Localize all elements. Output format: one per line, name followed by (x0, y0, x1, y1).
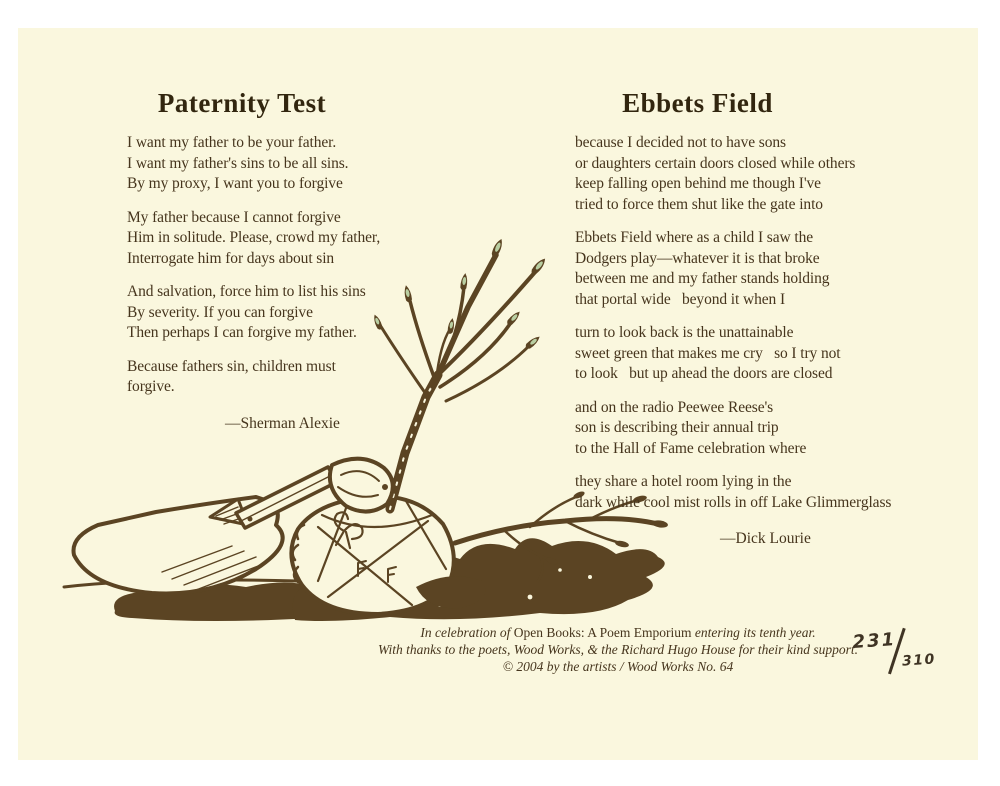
poem-title: Paternity Test (157, 88, 327, 118)
poem-line: that portal wide beyond it when I (575, 290, 786, 308)
sapling-buds (372, 237, 548, 350)
stanza (127, 357, 387, 398)
stanza (575, 323, 905, 385)
poem-line: I want my father to be your father. (127, 134, 337, 151)
poem-line: and on the radio Peewee Reese's (575, 398, 774, 416)
colophon-line-1: In celebration of Open Books: A Poem Emporium entering its tenth year. (420, 625, 816, 640)
poem-line: Him in solitude. Please, crowd my father, (127, 229, 381, 246)
poem-line: dark while cool mist rolls in off Lake Glimmerglass (575, 493, 892, 511)
poem-line: because I decided not to have sons (575, 134, 786, 151)
stanza (575, 133, 905, 215)
poem-line: Because fathers sin, children must forgive. (127, 357, 340, 395)
poem-line: son is describing their annual trip (575, 419, 779, 436)
colophon (318, 624, 918, 675)
edition-denominator: 310 (901, 651, 937, 670)
poem-line: Dodgers play—whatever it is that broke (575, 249, 820, 267)
stanza (575, 228, 905, 310)
poem-attribution: —Dick Lourie (720, 530, 811, 547)
poem-line: By my proxy, I want you to forgive (127, 175, 343, 192)
poem-line: or daughters certain doors closed while others (575, 154, 856, 172)
poem-line: to the Hall of Fame celebration where (575, 439, 807, 457)
poem-line: keep falling open behind me though I've (575, 175, 821, 192)
stanza (575, 472, 905, 513)
poem-line: between me and my father stands holding (575, 270, 830, 287)
poem-title: Ebbets Field (622, 88, 773, 118)
poem-ebbets-field (575, 88, 905, 550)
poem-line: I want my father's sins to be all sins. (127, 154, 349, 172)
sapling-branches (380, 255, 536, 401)
poem-line: And salvation, force him to list his sins (127, 283, 366, 300)
stanza (127, 133, 387, 195)
stanza (127, 208, 387, 270)
colophon-line-3: © 2004 by the artists / Wood Works No. 64 (502, 659, 734, 674)
poem-line: tried to force them shut like the gate into (575, 195, 823, 213)
edition-numerator: 231 (851, 629, 897, 654)
poem-line: to look but up ahead the doors are closed (575, 365, 833, 382)
poem-line: they share a hotel room lying in the (575, 473, 792, 490)
stanza (127, 282, 387, 344)
colophon-line-2: With thanks to the poets, Wood Works, & the Richard Hugo House for their kind support. (378, 642, 858, 657)
poem-line: Then perhaps I can forgive my father. (127, 324, 357, 341)
poem-line: Interrogate him for days about sin (127, 249, 335, 267)
poem-line: sweet green that makes me cry so I try not (575, 344, 841, 362)
edition-number (850, 624, 944, 696)
poem-paternity-test (127, 88, 387, 434)
poem-line: Ebbets Field where as a child I saw the (575, 229, 814, 246)
sapling-trunk (390, 375, 438, 509)
poem-line: turn to look back is the unattainable (575, 324, 794, 341)
shop-name: Open Books: A Poem Emporium (513, 625, 692, 640)
poem-line: By severity. If you can forgive (127, 303, 313, 321)
poem-line: My father because I cannot forgive (127, 208, 341, 226)
poem-attribution: —Sherman Alexie (225, 414, 340, 432)
stanza (575, 398, 905, 460)
broadside-page (18, 28, 978, 760)
